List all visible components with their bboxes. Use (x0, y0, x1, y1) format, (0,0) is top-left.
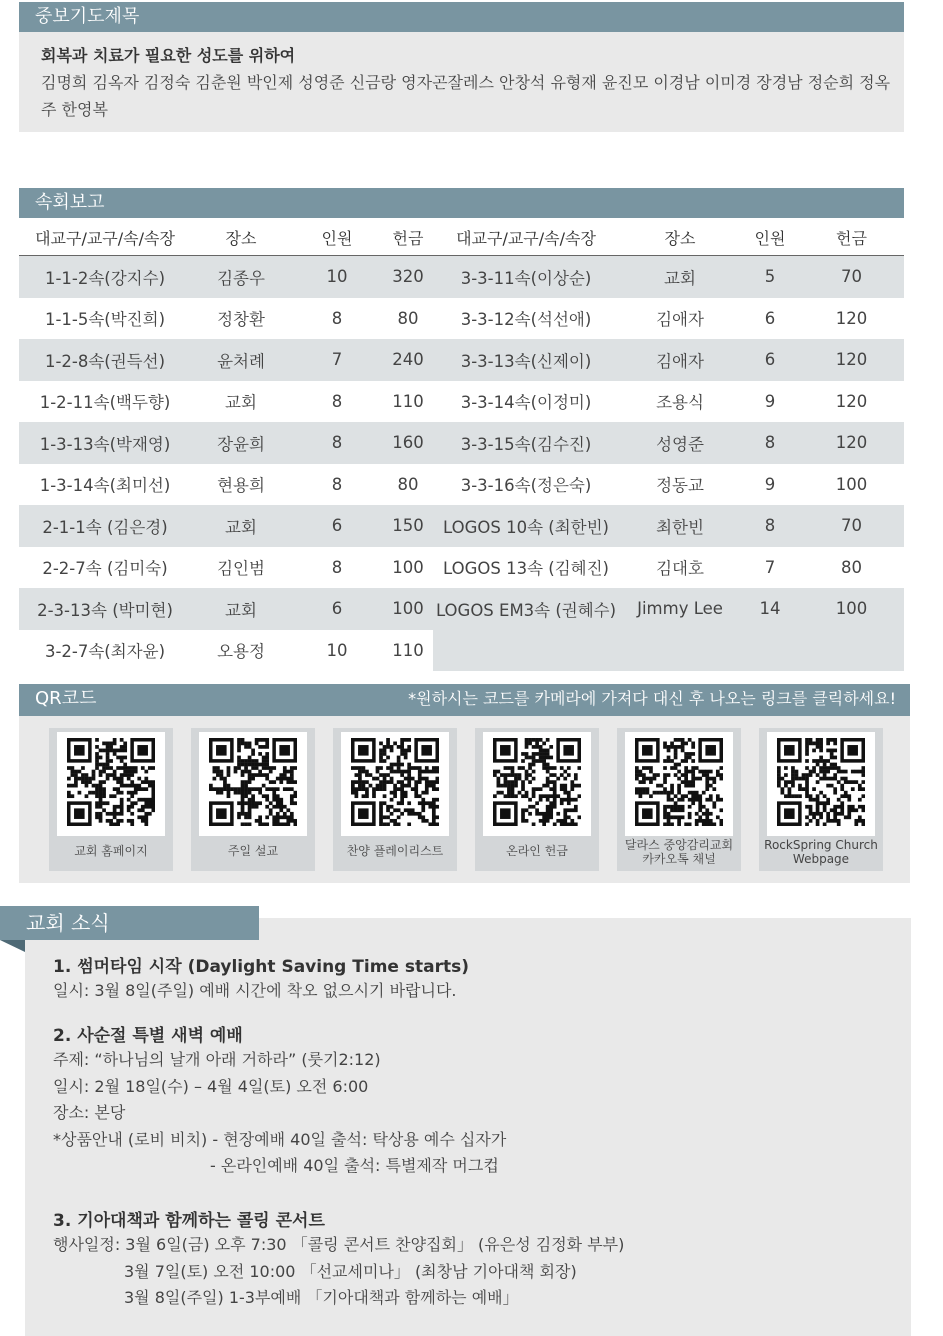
cell-offering: 120 (799, 339, 904, 381)
cell-location: 교회 (191, 588, 291, 630)
column-header: 대교구/교구/속/속장 (19, 220, 191, 256)
cell-location: 정동교 (656, 476, 704, 496)
news-item-title: 2. 사순절 특별 새벽 예배 (53, 1026, 243, 1046)
news-item-line: 일시: 2월 18일(수) – 4월 4일(토) 오전 6:00 (53, 1077, 369, 1096)
cell-attendance: 8 (331, 308, 343, 328)
cell-location: 윤처례 (191, 339, 291, 381)
qr-label: 온라인 헌금 (506, 844, 568, 858)
cell-location: 정창환 (217, 310, 265, 330)
cell-attendance (741, 630, 799, 672)
cell-attendance: 9 (764, 474, 776, 494)
cell-location: 현용희 (217, 476, 265, 496)
cell-name: 1-2-11속(백두향) (39, 393, 171, 413)
qr-header-text: QR코드 (35, 688, 97, 709)
qr-section-header (19, 684, 910, 716)
cell-name: 3-3-14속(이정미) (460, 393, 592, 413)
cell-attendance: 6 (764, 308, 776, 328)
cell-offering: 160 (383, 422, 433, 464)
cell-report-table (19, 220, 904, 671)
cell-attendance: 10 (291, 256, 383, 298)
prayer-section-header (19, 2, 904, 32)
cell-offering: 120 (799, 422, 904, 464)
news-item-line: 3월 8일(주일) 1-3부예배 「기아대책과 함께하는 예배」 (124, 1288, 519, 1307)
cell-offering (799, 630, 904, 672)
cell-offering: 100 (383, 588, 433, 630)
qr-card-sermon[interactable] (191, 728, 315, 871)
cell-location: 김애자 (656, 310, 704, 330)
table-row (19, 630, 904, 672)
news-item-line: 일시: 3월 8일(주일) 예배 시간에 착오 없으시기 바랍니다. (53, 981, 457, 1000)
qr-code-icon[interactable] (635, 738, 723, 826)
news-header-text: 교회 소식 (26, 911, 110, 935)
qr-card-homepage[interactable] (49, 728, 173, 871)
cell-attendance: 6 (741, 339, 799, 381)
cell-location: 교회 (191, 505, 291, 547)
cell-report-body (19, 256, 904, 672)
qr-code-icon[interactable] (777, 738, 865, 826)
cell-location: 김대호 (656, 559, 704, 579)
cell-location: 교회 (225, 393, 257, 413)
cell-location: 성영준 (619, 422, 741, 464)
cell-report-header (19, 188, 904, 218)
cell-offering: 70 (799, 505, 904, 547)
news-section-header (0, 906, 259, 940)
cell-attendance: 8 (741, 505, 799, 547)
qr-instruction-note: *원하시는 코드를 카메라에 가져다 대신 후 나오는 링크를 클릭하세요! (408, 689, 896, 708)
cell-location: 오용정 (217, 642, 265, 662)
cell-location: Jimmy Lee (619, 588, 741, 630)
cell-name: 2-1-1속 (김은경) (19, 505, 191, 547)
prayer-panel (19, 32, 904, 132)
column-header: 헌금 (383, 220, 433, 256)
cell-location: 김애자 (619, 339, 741, 381)
cell-name: 2-3-13속 (박미현) (19, 588, 191, 630)
cell-attendance: 14 (741, 588, 799, 630)
news-tab-fold (0, 940, 25, 952)
cell-offering: 100 (392, 557, 424, 577)
cell-name: 2-2-7속 (김미숙) (42, 559, 168, 579)
cell-location: 최한빈 (619, 505, 741, 547)
cell-attendance: 8 (291, 422, 383, 464)
table-row (19, 256, 904, 298)
column-header: 인원 (741, 220, 799, 256)
qr-code-icon[interactable] (209, 738, 297, 826)
prayer-names: 김명희 김옥자 김정숙 김춘원 박인제 성영준 신금랑 영자곤잘레스 안창석 유형재 윤진모 이경남 이미경 장경남 정순희 정옥주 한영복 (41, 73, 891, 119)
news-item-line: *상품안내 (로비 비치) - 현장예배 40일 출석: 탁상용 예수 십자가 (53, 1130, 507, 1149)
table-row (19, 505, 904, 547)
cell-offering: 120 (835, 308, 868, 328)
cell-offering: 110 (392, 391, 424, 411)
cell-name: 3-3-16속(정은숙) (460, 476, 592, 496)
qr-label: 달라스 중앙감리교회 카카오톡 채널 (624, 838, 734, 866)
qr-card-rockspring-webpage[interactable] (759, 728, 883, 871)
prayer-header-text: 중보기도제목 (35, 6, 140, 27)
cell-location: 장윤희 (191, 422, 291, 464)
cell-offering: 80 (841, 557, 862, 577)
cell-name: 1-2-8속(권득선) (19, 339, 191, 381)
cell-name: 1-3-14속(최미선) (39, 476, 171, 496)
qr-label: 주일 설교 (227, 844, 279, 858)
cell-attendance: 10 (326, 640, 348, 660)
cell-offering: 240 (383, 339, 433, 381)
cell-attendance: 7 (764, 557, 776, 577)
cell-name (433, 630, 619, 672)
cell-name: 3-3-15속(김수진) (433, 422, 619, 464)
cell-attendance: 8 (741, 422, 799, 464)
cell-report-header-text: 속회보고 (35, 192, 105, 213)
cell-offering: 120 (835, 391, 868, 411)
cell-name: 3-2-7속(최자윤) (44, 642, 166, 662)
cell-name: LOGOS 13속 (김혜진) (443, 559, 609, 579)
table-header-row (19, 220, 904, 256)
cell-location: 조용식 (656, 393, 704, 413)
cell-name: 3-3-11속(이상순) (433, 256, 619, 298)
news-item-line: 주제: “하나님의 날개 아래 거하라” (룻기2:12) (53, 1050, 381, 1069)
cell-offering: 70 (799, 256, 904, 298)
news-item-line: - 온라인예배 40일 출석: 특별제작 머그컵 (210, 1156, 499, 1175)
cell-name: 3-3-12속(석선애) (460, 310, 592, 330)
cell-offering: 80 (397, 308, 419, 328)
news-item-line: 행사일정: 3월 6일(금) 오후 7:30 「콜링 콘서트 찬양집회」 (유은성 김정화 부부) (53, 1235, 625, 1254)
qr-code-icon[interactable] (351, 738, 439, 826)
cell-attendance: 5 (741, 256, 799, 298)
column-header: 대교구/교구/속/속장 (433, 220, 619, 256)
qr-panel (19, 716, 910, 883)
table-row (19, 298, 904, 340)
table-row (19, 339, 904, 381)
cell-offering: 150 (383, 505, 433, 547)
cell-attendance: 8 (331, 557, 343, 577)
cell-name: 1-3-13속(박재영) (19, 422, 191, 464)
qr-code-icon[interactable] (493, 738, 581, 826)
qr-card-kakao-channel[interactable] (617, 728, 741, 871)
table-row (19, 381, 904, 423)
cell-location (619, 630, 741, 672)
table-row (19, 464, 904, 506)
cell-offering: 100 (799, 588, 904, 630)
column-header: 헌금 (799, 220, 904, 256)
table-row (19, 547, 904, 589)
column-header: 인원 (291, 220, 383, 256)
qr-card-online-offering[interactable] (475, 728, 599, 871)
cell-attendance: 9 (764, 391, 776, 411)
cell-name: 3-3-13속(신제이) (433, 339, 619, 381)
qr-code-icon[interactable] (67, 738, 155, 826)
cell-offering: 80 (397, 474, 419, 494)
cell-attendance: 8 (331, 391, 343, 411)
qr-card-playlist[interactable] (333, 728, 457, 871)
table-row (19, 422, 904, 464)
cell-attendance: 7 (291, 339, 383, 381)
qr-label: 찬양 플레이리스트 (346, 844, 444, 858)
qr-label: 교회 홈페이지 (74, 844, 148, 858)
cell-name: 1-1-5속(박진희) (44, 310, 166, 330)
cell-offering: 110 (392, 640, 424, 660)
cell-name: LOGOS 10속 (최한빈) (433, 505, 619, 547)
cell-name: 1-1-2속(강지수) (19, 256, 191, 298)
cell-offering: 100 (835, 474, 868, 494)
news-item-line: 장소: 본당 (53, 1103, 126, 1122)
cell-location: 교회 (619, 256, 741, 298)
cell-attendance: 6 (291, 588, 383, 630)
column-header: 장소 (619, 220, 741, 256)
cell-location: 김종우 (191, 256, 291, 298)
cell-attendance: 8 (331, 474, 343, 494)
cell-attendance: 6 (291, 505, 383, 547)
news-item-line: 3월 7일(토) 오전 10:00 「선교세미나」 (최창남 기아대책 회장) (124, 1262, 577, 1281)
news-item-title: 1. 썸머타임 시작 (Daylight Saving Time starts) (53, 957, 469, 977)
table-row (19, 588, 904, 630)
cell-location: 김인범 (217, 559, 265, 579)
prayer-title: 회복과 치료가 필요한 성도를 위하여 (41, 46, 296, 65)
news-item-title: 3. 기아대책과 함께하는 콜링 콘서트 (53, 1211, 325, 1231)
column-header: 장소 (191, 220, 291, 256)
cell-offering: 320 (383, 256, 433, 298)
qr-label: RockSpring Church Webpage (764, 838, 878, 866)
cell-name: LOGOS EM3속 (권혜수) (433, 588, 619, 630)
